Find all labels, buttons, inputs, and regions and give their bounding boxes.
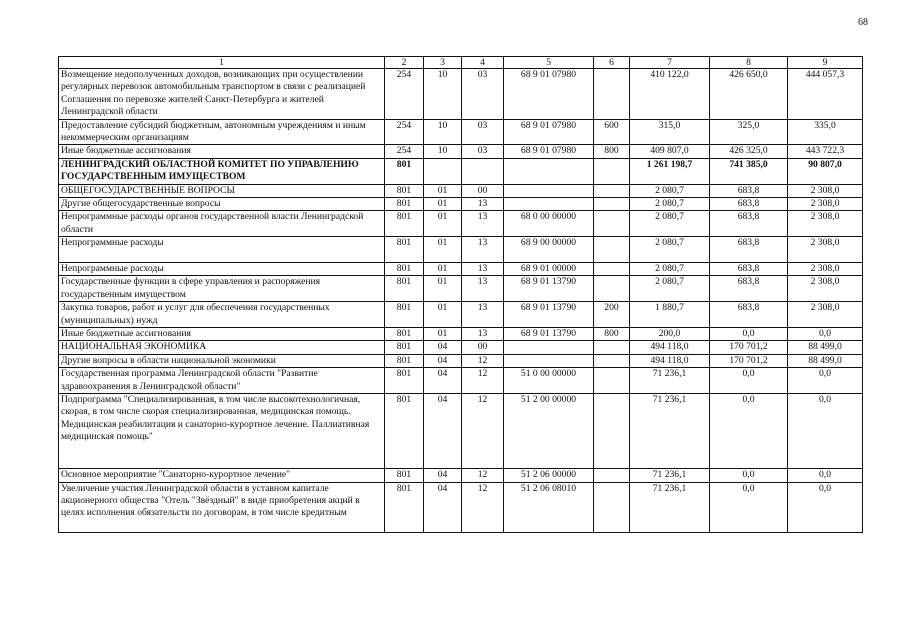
row-expense-type [594, 69, 630, 120]
row-target-article: 68 9 01 07980 [504, 145, 594, 158]
row-description: Подпрограмма "Специализированная, в том числе высокотехнологичная, скорая, в том числе скорая специализированная, медицинская помощь. Медицинская реабилитация и санаторно-курортное лечение. Паллиативная медицинская помощь" [59, 394, 385, 469]
row-grbs: 801 [385, 211, 424, 237]
row-description: ОБЩЕГОСУДАРСТВЕННЫЕ ВОПРОСЫ [59, 184, 385, 197]
table-row [59, 302, 863, 328]
row-amount-col8: 683,8 [710, 211, 788, 237]
row-target-article [504, 198, 594, 211]
header-cell: 1 [59, 57, 385, 69]
row-target-article: 68 9 01 07980 [504, 119, 594, 145]
header-cell: 2 [385, 57, 424, 69]
row-subsection: 13 [462, 211, 504, 237]
row-target-article: 68 9 01 00000 [504, 263, 594, 276]
row-amount-col7: 200,0 [630, 328, 710, 341]
row-amount-col7: 2 080,7 [630, 184, 710, 197]
row-expense-type [594, 263, 630, 276]
row-amount-col9: 0,0 [788, 482, 863, 532]
row-amount-col7: 71 236,1 [630, 368, 710, 394]
table-row [59, 276, 863, 302]
row-subsection: 13 [462, 328, 504, 341]
row-amount-col7: 2 080,7 [630, 276, 710, 302]
row-amount-col8: 683,8 [710, 184, 788, 197]
row-amount-col7: 410 122,0 [630, 69, 710, 120]
row-target-article: 68 9 01 07980 [504, 69, 594, 120]
row-section: 04 [424, 469, 462, 482]
table-row [59, 394, 863, 469]
row-amount-col7: 2 080,7 [630, 237, 710, 263]
row-subsection: 13 [462, 237, 504, 263]
row-section: 04 [424, 368, 462, 394]
row-expense-type: 800 [594, 145, 630, 158]
row-subsection: 03 [462, 145, 504, 158]
row-section: 01 [424, 328, 462, 341]
row-target-article: 51 2 00 00000 [504, 394, 594, 469]
row-target-article: 68 9 00 00000 [504, 237, 594, 263]
row-target-article: 68 9 01 13790 [504, 302, 594, 328]
row-expense-type [594, 368, 630, 394]
row-description: Увеличение участия Ленинградской области в уставном капитале акционерного общества "Отель "Звёздный" в виде приобретения акций в целях исполнения обязательств по договорам, в том числе кредитным [59, 482, 385, 532]
row-amount-col9: 2 308,0 [788, 237, 863, 263]
row-amount-col8: 0,0 [710, 482, 788, 532]
row-section: 01 [424, 198, 462, 211]
row-grbs: 801 [385, 237, 424, 263]
row-subsection: 13 [462, 263, 504, 276]
row-section: 04 [424, 394, 462, 469]
table-row [59, 158, 863, 184]
row-target-article: 68 9 01 13790 [504, 276, 594, 302]
row-amount-col7: 2 080,7 [630, 198, 710, 211]
row-section: 01 [424, 184, 462, 197]
row-grbs: 801 [385, 328, 424, 341]
row-amount-col7: 494 118,0 [630, 354, 710, 367]
table-row [59, 184, 863, 197]
row-grbs: 801 [385, 341, 424, 354]
row-grbs: 801 [385, 394, 424, 469]
row-grbs: 801 [385, 482, 424, 532]
row-subsection: 12 [462, 469, 504, 482]
row-amount-col8: 0,0 [710, 328, 788, 341]
row-amount-col9: 0,0 [788, 469, 863, 482]
row-description: Основное мероприятие "Санаторно-курортное лечение" [59, 469, 385, 482]
row-amount-col7: 2 080,7 [630, 263, 710, 276]
row-amount-col8: 0,0 [710, 394, 788, 469]
header-cell: 7 [630, 57, 710, 69]
row-subsection: 12 [462, 354, 504, 367]
row-subsection: 03 [462, 69, 504, 120]
row-amount-col7: 1 880,7 [630, 302, 710, 328]
header-cell: 5 [504, 57, 594, 69]
row-description: Непрограммные расходы [59, 263, 385, 276]
row-amount-col8: 741 385,0 [710, 158, 788, 184]
row-target-article [504, 184, 594, 197]
row-description: Предоставление субсидий бюджетным, автономным учреждениям и иным некоммерческим организациям [59, 119, 385, 145]
row-amount-col7: 71 236,1 [630, 469, 710, 482]
row-amount-col8: 426 325,0 [710, 145, 788, 158]
page-number: 68 [858, 17, 868, 28]
row-description: Иные бюджетные ассигнования [59, 145, 385, 158]
row-amount-col9: 0,0 [788, 394, 863, 469]
row-grbs: 801 [385, 354, 424, 367]
header-cell: 4 [462, 57, 504, 69]
table-row [59, 237, 863, 263]
row-subsection: 13 [462, 198, 504, 211]
row-section: 10 [424, 145, 462, 158]
row-amount-col7: 315,0 [630, 119, 710, 145]
table-row [59, 368, 863, 394]
row-amount-col8: 683,8 [710, 237, 788, 263]
row-grbs: 801 [385, 198, 424, 211]
header-cell: 8 [710, 57, 788, 69]
row-grbs: 801 [385, 302, 424, 328]
header-cell: 9 [788, 57, 863, 69]
row-description: Непрограммные расходы органов государственной власти Ленинградской области [59, 211, 385, 237]
row-expense-type [594, 184, 630, 197]
row-section: 01 [424, 302, 462, 328]
row-amount-col9: 90 807,0 [788, 158, 863, 184]
row-grbs: 801 [385, 469, 424, 482]
row-amount-col9: 2 308,0 [788, 184, 863, 197]
row-amount-col7: 71 236,1 [630, 394, 710, 469]
row-expense-type [594, 469, 630, 482]
row-grbs: 801 [385, 263, 424, 276]
row-expense-type [594, 394, 630, 469]
row-section: 10 [424, 119, 462, 145]
row-expense-type [594, 237, 630, 263]
row-expense-type [594, 354, 630, 367]
row-amount-col8: 0,0 [710, 469, 788, 482]
table-row [59, 341, 863, 354]
table-row [59, 469, 863, 482]
row-amount-col9: 2 308,0 [788, 276, 863, 302]
row-section: 01 [424, 211, 462, 237]
row-target-article: 51 0 00 00000 [504, 368, 594, 394]
row-amount-col8: 683,8 [710, 198, 788, 211]
row-expense-type [594, 198, 630, 211]
row-amount-col8: 325,0 [710, 119, 788, 145]
row-subsection: 13 [462, 276, 504, 302]
row-amount-col7: 71 236,1 [630, 482, 710, 532]
row-amount-col9: 0,0 [788, 328, 863, 341]
row-amount-col9: 88 499,0 [788, 341, 863, 354]
row-target-article: 51 2 06 08010 [504, 482, 594, 532]
row-grbs: 254 [385, 145, 424, 158]
row-amount-col8: 426 650,0 [710, 69, 788, 120]
header-cell: 3 [424, 57, 462, 69]
row-amount-col9: 2 308,0 [788, 198, 863, 211]
table-header-row [59, 57, 863, 69]
row-subsection: 00 [462, 341, 504, 354]
row-subsection: 12 [462, 394, 504, 469]
row-expense-type: 200 [594, 302, 630, 328]
row-amount-col9: 2 308,0 [788, 302, 863, 328]
row-amount-col7: 2 080,7 [630, 211, 710, 237]
table-row [59, 354, 863, 367]
row-description: Иные бюджетные ассигнования [59, 328, 385, 341]
row-section: 04 [424, 341, 462, 354]
row-description: Государственные функции в сфере управления и распоряжения государственным имуществом [59, 276, 385, 302]
row-target-article: 68 0 00 00000 [504, 211, 594, 237]
row-grbs: 801 [385, 158, 424, 184]
table-row [59, 119, 863, 145]
header-cell: 6 [594, 57, 630, 69]
row-section: 10 [424, 69, 462, 120]
row-section: 01 [424, 263, 462, 276]
row-expense-type [594, 211, 630, 237]
row-section: 01 [424, 237, 462, 263]
row-amount-col9: 0,0 [788, 368, 863, 394]
row-description: ЛЕНИНГРАДСКИЙ ОБЛАСТНОЙ КОМИТЕТ ПО УПРАВЛЕНИЮ ГОСУДАРСТВЕННЫМ ИМУЩЕСТВОМ [59, 158, 385, 184]
row-amount-col7: 494 118,0 [630, 341, 710, 354]
row-grbs: 801 [385, 184, 424, 197]
row-amount-col8: 170 701,2 [710, 341, 788, 354]
row-description: Другие вопросы в области национальной экономики [59, 354, 385, 367]
table-row [59, 211, 863, 237]
row-amount-col8: 170 701,2 [710, 354, 788, 367]
budget-table [58, 56, 863, 533]
row-section: 04 [424, 354, 462, 367]
row-description: Возмещение недополученных доходов, возникающих при осуществлении регулярных перевозок автомобильным транспортом в связи с реализацией Соглашения по перевозке жителей Санкт-Петербурга и жителей Ленинградской области [59, 69, 385, 120]
table-row [59, 198, 863, 211]
row-section [424, 158, 462, 184]
row-expense-type [594, 158, 630, 184]
row-amount-col8: 683,8 [710, 276, 788, 302]
row-expense-type: 800 [594, 328, 630, 341]
row-amount-col8: 683,8 [710, 263, 788, 276]
row-grbs: 254 [385, 119, 424, 145]
table-row [59, 263, 863, 276]
table-row [59, 69, 863, 120]
row-description: НАЦИОНАЛЬНАЯ ЭКОНОМИКА [59, 341, 385, 354]
row-amount-col7: 409 807,0 [630, 145, 710, 158]
row-amount-col9: 2 308,0 [788, 211, 863, 237]
row-subsection: 12 [462, 368, 504, 394]
row-amount-col8: 683,8 [710, 302, 788, 328]
row-grbs: 801 [385, 276, 424, 302]
row-subsection: 12 [462, 482, 504, 532]
row-expense-type [594, 276, 630, 302]
table-row [59, 145, 863, 158]
row-subsection: 00 [462, 184, 504, 197]
row-subsection: 03 [462, 119, 504, 145]
row-amount-col9: 444 057,3 [788, 69, 863, 120]
row-subsection [462, 158, 504, 184]
row-amount-col9: 2 308,0 [788, 263, 863, 276]
row-description: Закупка товаров, работ и услуг для обеспечения государственных (муниципальных) нужд [59, 302, 385, 328]
row-subsection: 13 [462, 302, 504, 328]
row-amount-col9: 335,0 [788, 119, 863, 145]
row-amount-col9: 443 722,3 [788, 145, 863, 158]
row-amount-col8: 0,0 [710, 368, 788, 394]
row-amount-col9: 88 499,0 [788, 354, 863, 367]
row-target-article [504, 341, 594, 354]
table-row [59, 328, 863, 341]
row-section: 01 [424, 276, 462, 302]
row-expense-type [594, 482, 630, 532]
row-amount-col7: 1 261 198,7 [630, 158, 710, 184]
row-grbs: 254 [385, 69, 424, 120]
row-description: Другие общегосударственные вопросы [59, 198, 385, 211]
table-row [59, 482, 863, 532]
row-target-article [504, 158, 594, 184]
row-description: Государственная программа Ленинградской области "Развитие здравоохранения в Ленинградской области" [59, 368, 385, 394]
row-target-article: 68 9 01 13790 [504, 328, 594, 341]
row-target-article: 51 2 06 00000 [504, 469, 594, 482]
row-expense-type [594, 341, 630, 354]
row-section: 04 [424, 482, 462, 532]
row-grbs: 801 [385, 368, 424, 394]
row-expense-type: 600 [594, 119, 630, 145]
row-description: Непрограммные расходы [59, 237, 385, 263]
row-target-article [504, 354, 594, 367]
